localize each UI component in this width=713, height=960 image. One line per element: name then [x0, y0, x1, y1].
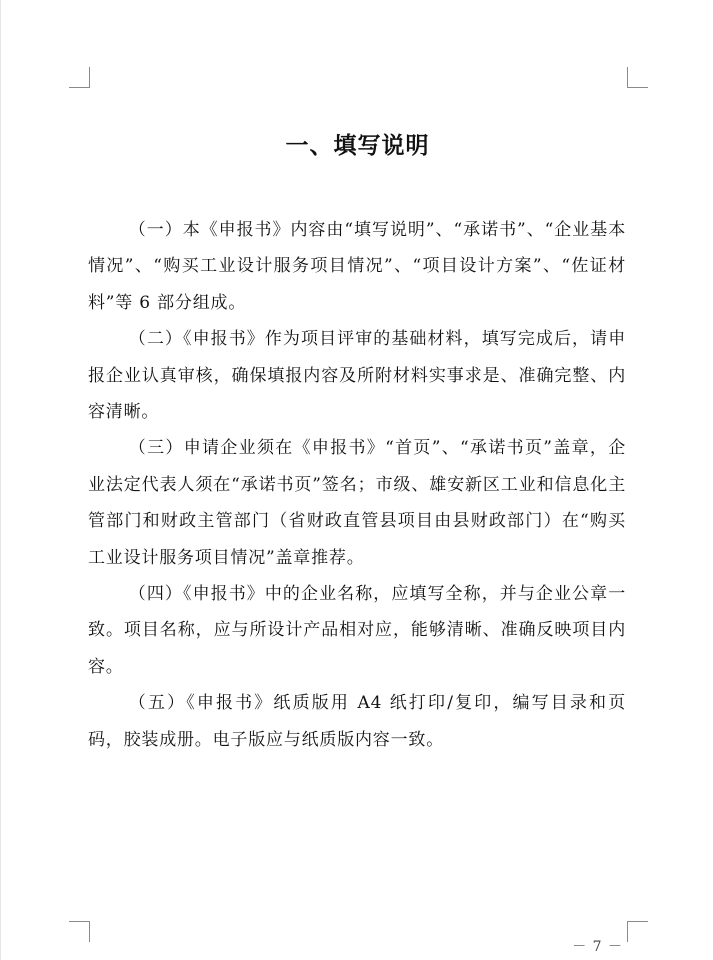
paragraph-5: （五）《申报书》纸质版用 A4 纸打印/复印，编写目录和页码，胶装成册。电子版应与纸质版内容一致。: [88, 693, 626, 750]
paragraph-2: （二）《申报书》作为项目评审的基础材料，填写完成后，请申报企业认真审核，确保填报内容及所附材料实事求是、准确完整、内容清晰。: [88, 329, 626, 423]
paragraph-3: （三）申请企业须在《申报书》“首页”、“承诺书页”盖章，企业法定代表人须在“承诺书页”签名；市级、雄安新区工业和信息化主管部门和财政主管部门（省财政直管县项目由县财政部门）在“购买工业设计服务项目情况”盖章推荐。: [88, 438, 626, 568]
crop-mark-top-right: [627, 67, 648, 88]
page-number: － 7 －: [572, 939, 623, 955]
crop-mark-top-left: [69, 67, 90, 88]
body-text: [88, 212, 626, 758]
crop-mark-bottom-left: [69, 921, 90, 942]
crop-mark-bottom-right: [627, 921, 648, 942]
section-title: 一、填写说明: [285, 133, 430, 159]
paragraph-1: （一）本《申报书》内容由“填写说明”、“承诺书”、“企业基本情况”、“购买工业设计服务项目情况”、“项目设计方案”、“佐证材料”等 6 部分组成。: [88, 220, 626, 313]
paragraph-4: （四）《申报书》中的企业名称，应填写全称，并与企业公章一致。项目名称，应与所设计产品相对应，能够清晰、准确反映项目内容。: [88, 584, 626, 677]
